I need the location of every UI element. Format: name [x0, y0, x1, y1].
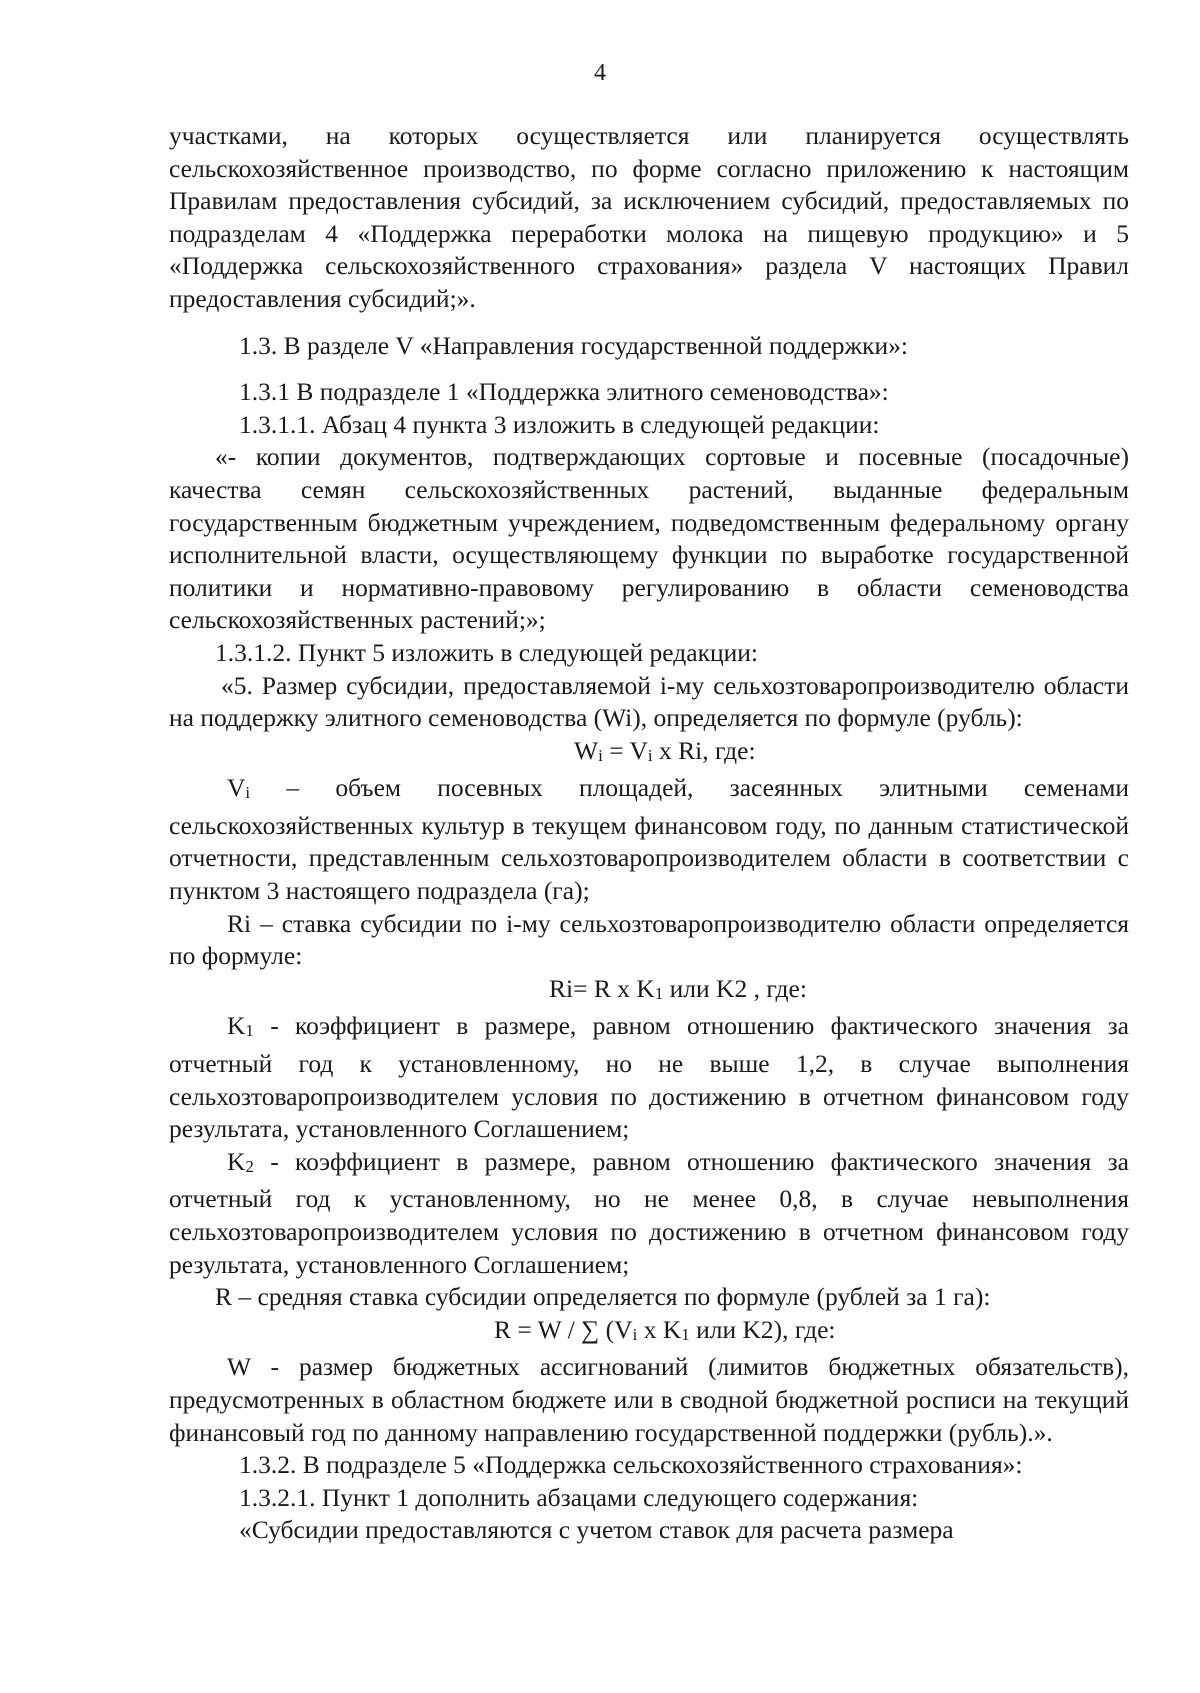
paragraph-vi-definition: $V_i$ – объем посевных площадей, засеянных элитными семенами сельскохозяйственных культур в текущем финансовом году, по данным статистической отчетности, представленным сельхозтоваропроизводителем области в соответствии с пунктом 3 настоящего подраздела (га);	[169, 773, 1130, 906]
paragraph-k2-definition: $K_2$ - коэффициент в размере, равном отношению фактического значения за отчетный год к установленному, но не менее 0,8, в случае невыполнения сельхозтоваропроизводителем условия по достижению в отчетном финансовом году результата, установленного Соглашением;	[169, 1146, 1129, 1279]
paragraph-1-3-1: 1.3.1 В подразделе 1 «Поддержка элитного семеноводства»:	[239, 377, 889, 407]
paragraph-1-3-1-2: 1.3.1.2. Пункт 5 изложить в следующей редакции:	[215, 637, 758, 667]
document-body	[169, 120, 1129, 1547]
formula-wi: $W_i = V_i$ x Ri, где:	[574, 735, 756, 765]
page-number: 4	[594, 60, 606, 86]
paragraph-continuation: участками, на которых осуществляется или планируется осуществлять сельскохозяйственное производство, по форме согласно приложению к настоящим Правилам предоставления субсидий, за исключением субсидий, предоставляемых по подразделам 4 «Поддержка переработки молока на пищевую продукцию» и 5 «Поддержка сельскохозяйственного страхования» раздела V настоящих Правил предоставления субсидий;».	[169, 121, 1129, 313]
formula-ri: Ri= R x $K_1$ или K2 , где:	[549, 973, 807, 1003]
paragraph-1-3: 1.3. В разделе V «Направления государственной поддержки»:	[239, 330, 909, 360]
paragraph-ri-definition: Ri – ставка субсидии по i-му сельхозтоваропроизводителю области определяется по формуле:	[169, 908, 1129, 971]
paragraph-item-5: «5. Размер субсидии, предоставляемой i-му сельхозтоваропроизводителю области на поддержку элитного семеноводства (Wi), определяется по формуле (рубль):	[169, 670, 1129, 733]
paragraph-w-definition: W - размер бюджетных ассигнований (лимитов бюджетных обязательств), предусмотренных в областном бюджете или в сводной бюджетной росписи на текущий финансовый год по данному направлению государственной поддержки (рубль).».	[169, 1352, 1129, 1447]
formula-r: R = W / ∑ ($V_i$ x $K_1$ или K2), где:	[494, 1314, 836, 1344]
paragraph-quote-documents: «- копии документов, подтверждающих сортовые и посевные (посадочные) качества семян сельскохозяйственных растений, выданные федеральным государственным бюджетным учреждением, подведомственным федеральному органу исполнительной власти, осуществляющему функции по выработке государственной политики и нормативно-правовому регулированию в области семеноводства сельскохозяйственных растений;»;	[169, 442, 1129, 635]
paragraph-k1-definition: $K_1$ - коэффициент в размере, равном отношению фактического значения за отчетный год к установленному, но не выше 1,2, в случае выполнения сельхозтоваропроизводителем условия по достижению в отчетном финансовом году результата, установленного Соглашением;	[169, 1011, 1129, 1144]
paragraph-1-3-1-1: 1.3.1.1. Абзац 4 пункта 3 изложить в следующей редакции:	[239, 409, 880, 439]
paragraph-quote-subsidies: «Субсидии предоставляются с учетом ставок для расчета размера	[239, 1515, 954, 1545]
paragraph-1-3-2-1: 1.3.2.1. Пункт 1 дополнить абзацами следующего содержания:	[239, 1482, 919, 1512]
paragraph-r-definition: R – средняя ставка субсидии определяется по формуле (рублей за 1 га):	[215, 1282, 991, 1312]
paragraph-1-3-2: 1.3.2. В подразделе 5 «Поддержка сельскохозяйственного страхования»:	[239, 1450, 1023, 1480]
